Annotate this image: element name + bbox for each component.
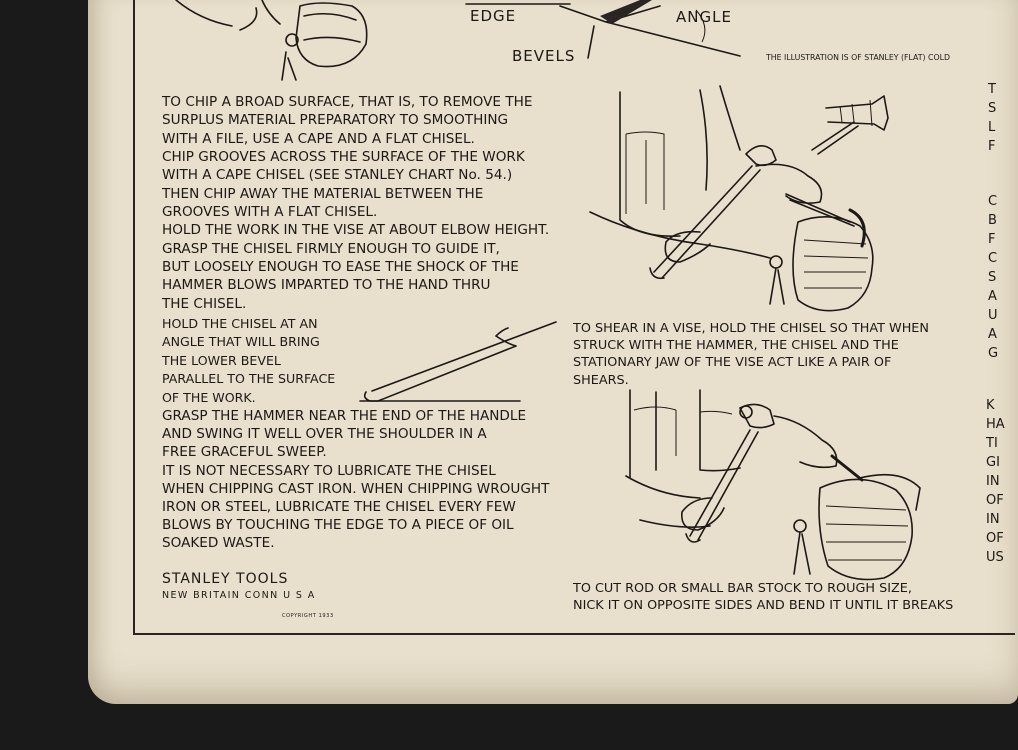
text-line: BLOWS BY TOUCHING THE EDGE TO A PIECE OF OIL [162,517,514,534]
text-line: SOAKED WASTE. [162,535,275,552]
text-line: STRUCK WITH THE HAMMER, THE CHISEL AND THE [573,338,899,354]
text-line: WHEN CHIPPING CAST IRON. WHEN CHIPPING WROUGHT [162,480,550,497]
text-line: WITH A FILE, USE A CAPE AND A FLAT CHISEL. [162,130,475,147]
fragment: F [988,139,996,154]
fragment: A [988,289,997,304]
text-line: SHEARS. [573,372,629,388]
text-line: GROOVES WITH A FLAT CHISEL. [162,204,378,221]
fragment: T [988,82,996,97]
text-line: HAMMER BLOWS IMPARTED TO THE HAND THRU [162,277,491,294]
fragment: OF [986,493,1004,508]
fragment: US [986,550,1004,565]
fragment: GI [986,455,1000,470]
fragment: S [988,270,997,285]
fragment: F [988,232,996,247]
text-line: OF THE WORK. [162,389,256,405]
fragment: IN [986,474,1000,489]
fragment: L [988,120,996,135]
right-edge-text-3 [986,396,1005,567]
right-edge-text-1 [988,80,996,156]
fragment: B [988,213,997,228]
text-line: IT IS NOT NECESSARY TO LUBRICATE THE CHISEL [162,462,496,479]
fragment: U [988,308,998,323]
text-line: GRASP THE CHISEL FIRMLY ENOUGH TO GUIDE IT, [162,240,500,257]
fragment: OF [986,531,1004,546]
footer-location: NEW BRITAIN CONN U S A [162,590,316,601]
illustration-note: THE ILLUSTRATION IS OF STANLEY (FLAT) COLD [766,53,950,62]
fragment: IN [986,512,1000,527]
text-line: BUT LOOSELY ENOUGH TO EASE THE SHOCK OF THE [162,259,519,276]
text-line: HOLD THE WORK IN THE VISE AT ABOUT ELBOW HEIGHT. [162,222,550,239]
text-line: HOLD THE CHISEL AT AN [162,316,318,331]
text-line: THE LOWER BEVEL [162,352,281,368]
text-line: NICK IT ON OPPOSITE SIDES AND BEND IT UNTIL IT BREAKS [573,598,954,614]
text-line: TO CHIP A BROAD SURFACE, THAT IS, TO REMOVE THE [162,94,533,110]
fragment: TI [986,436,998,451]
fragment: S [988,101,997,116]
footer-brand: STANLEY TOOLS [162,571,289,587]
text-line: THEN CHIP AWAY THE MATERIAL BETWEEN THE [162,185,484,202]
text-line: TO SHEAR IN A VISE, HOLD THE CHISEL SO THAT WHEN [573,321,929,336]
fragment: A [988,327,997,342]
fragment: C [988,251,998,266]
right-edge-text-2 [988,192,998,363]
fragment: K [986,398,995,413]
text-line: AND SWING IT WELL OVER THE SHOULDER IN A [162,426,487,443]
text-line: THE CHISEL. [162,295,247,312]
text-line: GRASP THE HAMMER NEAR THE END OF THE HANDLE [162,408,527,424]
label-angle: ANGLE [676,8,732,26]
fragment: C [988,194,998,209]
text-line: TO CUT ROD OR SMALL BAR STOCK TO ROUGH SIZE, [573,581,912,596]
footer-copyright: COPYRIGHT 1933 [282,613,334,619]
text-line: SURPLUS MATERIAL PREPARATORY TO SMOOTHING [162,112,509,129]
label-edge: EDGE [470,7,517,25]
text-line: CHIP GROOVES ACROSS THE SURFACE OF THE WORK [162,149,525,166]
text-line: IRON OR STEEL, LUBRICATE THE CHISEL EVERY FEW [162,499,516,516]
label-bevels: BEVELS [512,47,576,65]
text-line: STATIONARY JAW OF THE VISE ACT LIKE A PAIR OF [573,355,892,371]
text-line: ANGLE THAT WILL BRING [162,334,320,350]
text-line: FREE GRACEFUL SWEEP. [162,444,327,461]
fragment: HA [986,417,1005,432]
text-line: WITH A CAPE CHISEL (SEE STANLEY CHART No. 54.) [162,167,513,184]
text-line: PARALLEL TO THE SURFACE [162,371,336,387]
fragment: G [988,346,999,361]
rod-caption [573,580,953,614]
